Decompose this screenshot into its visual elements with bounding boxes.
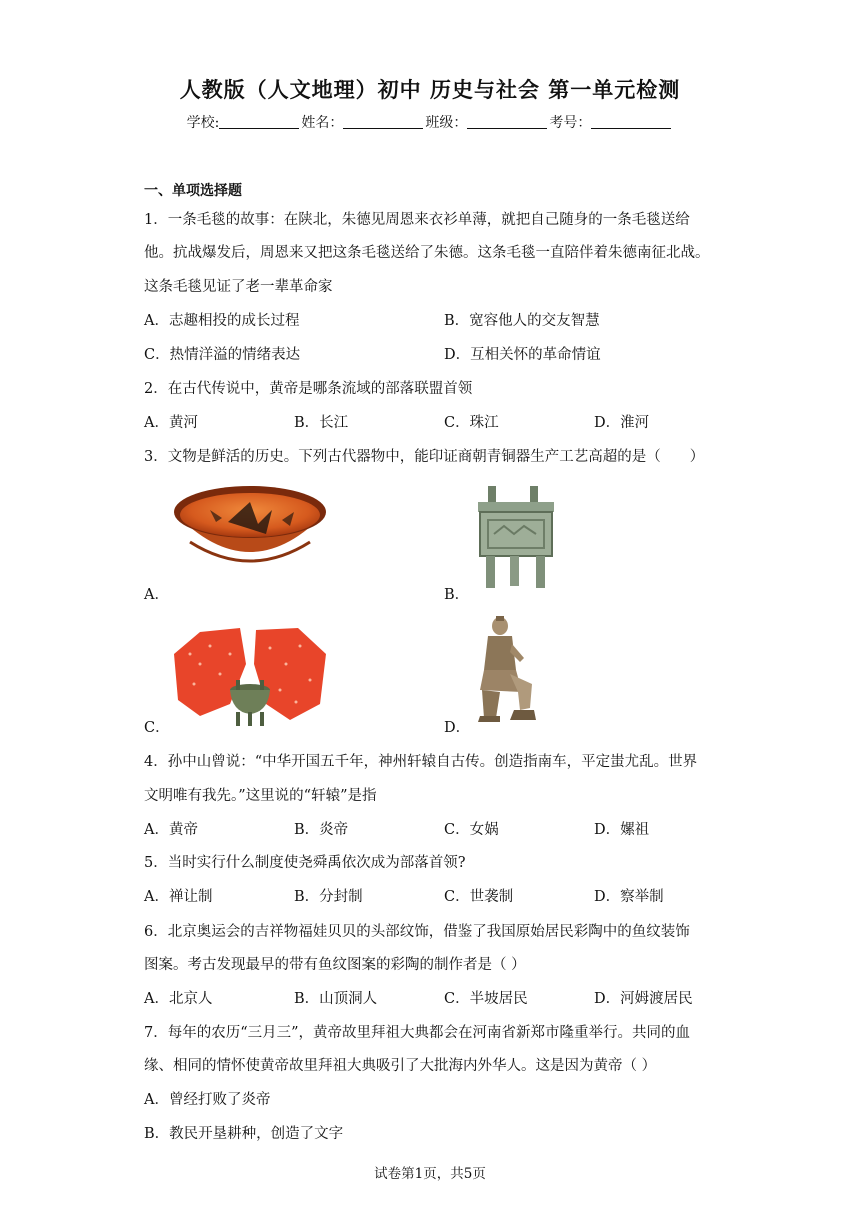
oracle-bone-and-vessel-image (170, 624, 330, 728)
name-blank[interactable] (343, 114, 423, 129)
question-4-option-b[interactable]: B．炎帝 (294, 822, 349, 838)
name-label: 姓名： (301, 115, 344, 131)
question-2-option-c[interactable]: C．珠江 (444, 415, 499, 431)
terracotta-warrior-image (470, 614, 540, 724)
question-2-text: 2．在古代传说中，黄帝是哪条流域的部落联盟首领 (144, 381, 473, 397)
bronze-square-ding-image (470, 484, 560, 594)
question-1-text: 这条毛毯见证了老一辈革命家 (144, 279, 333, 295)
question-6-option-a[interactable]: A．北京人 (144, 991, 213, 1007)
question-6-option-b[interactable]: B．山顶洞人 (294, 991, 378, 1007)
page-footer: 试卷第1页，共5页 (374, 1166, 486, 1182)
question-6-text: 图案。考古发现最早的带有鱼纹图案的彩陶的制作者是（ ） (144, 957, 526, 973)
question-1-text: 他。抗战爆发后，周恩来又把这条毛毯送给了朱德。这条毛毯一直陪伴着朱德南征北战。 (144, 245, 710, 261)
question-7-text: 7．每年的农历“三月三”，黄帝故里拜祖大典都会在河南省新郑市隆重举行。共同的血 (144, 1025, 691, 1041)
question-6-option-c[interactable]: C．半坡居民 (444, 991, 528, 1007)
student-info-line (0, 112, 860, 132)
question-4-text: 4．孙中山曾说：“中华开国五千年，神州轩辕自古传。创造指南车，平定蚩尤乱。世界 (144, 754, 698, 770)
question-3-option-a[interactable]: A． (144, 587, 169, 603)
question-6-text: 6．北京奥运会的吉祥物福娃贝贝的头部纹饰，借鉴了我国原始居民彩陶中的鱼纹装饰 (144, 924, 690, 940)
question-1-option-b[interactable]: B．宽容他人的交友智慧 (444, 313, 600, 329)
question-2-option-d[interactable]: D．淮河 (594, 415, 650, 431)
question-4-option-d[interactable]: D．嫘祖 (594, 822, 650, 838)
question-5-option-b[interactable]: B．分封制 (294, 889, 363, 905)
question-2-option-b[interactable]: B．长江 (294, 415, 349, 431)
question-5-text: 5．当时实行什么制度使尧舜禹依次成为部落首领? (144, 855, 466, 871)
question-3-option-d[interactable]: D． (444, 720, 471, 736)
question-5-option-c[interactable]: C．世袭制 (444, 889, 514, 905)
question-4-option-c[interactable]: C．女娲 (444, 822, 499, 838)
question-7-option-b[interactable]: B．教民开垦耕种，创造了文字 (144, 1126, 344, 1142)
school-label: 学校: (186, 115, 220, 131)
section-heading: 一、单项选择题 (144, 183, 242, 199)
class-label: 班级： (425, 115, 468, 131)
painted-pottery-basin-image (170, 482, 330, 582)
question-7-option-a[interactable]: A．曾经打败了炎帝 (144, 1092, 271, 1108)
question-2-option-a[interactable]: A．黄河 (144, 415, 198, 431)
question-4-option-a[interactable]: A．黄帝 (144, 822, 198, 838)
question-4-text: 文明唯有我先。”这里说的“轩辕”是指 (144, 788, 377, 804)
page-title: 人教版（人文地理）初中 历史与社会 第一单元检测 (179, 78, 681, 102)
question-5-option-d[interactable]: D．察举制 (594, 889, 664, 905)
question-1-option-a[interactable]: A．志趣相投的成长过程 (144, 313, 300, 329)
question-7-text: 缘、相同的情怀使黄帝故里拜祖大典吸引了大批海内外华人。这是因为黄帝（ ） (144, 1058, 657, 1074)
question-3-option-c[interactable]: C． (144, 720, 170, 736)
question-3-text: 3．文物是鲜活的历史。下列古代器物中，能印证商朝青铜器生产工艺高超的是（ ） (144, 449, 705, 465)
question-6-option-d[interactable]: D．河姆渡居民 (594, 991, 693, 1007)
class-blank[interactable] (467, 114, 547, 129)
question-5-option-a[interactable]: A．禅让制 (144, 889, 213, 905)
number-label: 考号： (549, 115, 592, 131)
number-blank[interactable] (591, 114, 671, 129)
question-3-option-b[interactable]: B． (444, 587, 470, 603)
question-1-option-d[interactable]: D．互相关怀的革命情谊 (444, 347, 601, 363)
school-blank[interactable] (219, 114, 299, 129)
question-1-text: 1．一条毛毯的故事：在陕北，朱德见周恩来衣衫单薄，就把自己随身的一条毛毯送给 (144, 212, 690, 228)
question-1-option-c[interactable]: C．热情洋溢的情绪表达 (144, 347, 301, 363)
